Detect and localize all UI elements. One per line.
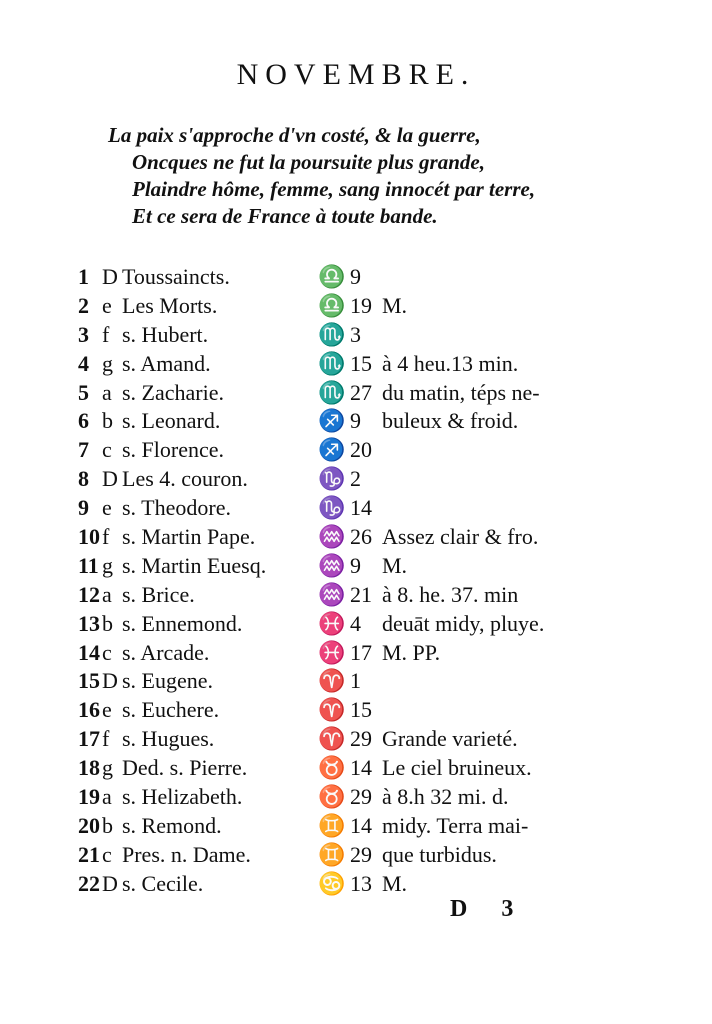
calendar-row bbox=[78, 465, 598, 494]
calendar-row bbox=[78, 783, 598, 812]
day-number: 12 bbox=[78, 581, 100, 607]
zodiac-degree: 14 bbox=[350, 812, 372, 838]
weather-note: Grande varieté. bbox=[382, 726, 518, 752]
saint-name: s. Theodore. bbox=[122, 495, 231, 521]
calendar-row bbox=[78, 494, 598, 523]
day-number: 10 bbox=[78, 524, 100, 550]
zodiac-sign: ♎ bbox=[318, 264, 346, 289]
calendar-row bbox=[78, 754, 598, 783]
day-number: 20 bbox=[78, 812, 100, 838]
dominical-letter: g bbox=[102, 350, 113, 376]
verse-line: Plaindre hôme, femme, sang innocét par terre, bbox=[132, 177, 536, 201]
verse-line: La paix s'approche d'vn costé, & la guerre, bbox=[108, 123, 481, 147]
calendar-row bbox=[78, 696, 598, 725]
zodiac-degree: 1 bbox=[350, 668, 361, 694]
saint-name: Les Morts. bbox=[122, 292, 218, 318]
weather-note: à 4 heu.13 min. bbox=[382, 350, 519, 376]
zodiac-sign: ♓ bbox=[318, 639, 346, 665]
day-number: 19 bbox=[78, 784, 100, 810]
zodiac-sign: ♒ bbox=[318, 552, 346, 578]
zodiac-sign: ♊ bbox=[318, 812, 346, 838]
dominical-letter: e bbox=[102, 697, 112, 723]
day-number: 3 bbox=[78, 321, 89, 347]
weather-note: du matin, téps ne- bbox=[382, 379, 540, 405]
verse-block bbox=[108, 122, 628, 230]
dominical-letter: c bbox=[102, 437, 112, 463]
calendar-row bbox=[78, 667, 598, 696]
calendar-row bbox=[78, 725, 598, 754]
dominical-letter: D bbox=[102, 870, 118, 896]
saint-name: s. Euchere. bbox=[122, 697, 220, 723]
zodiac-degree: 19 bbox=[350, 292, 372, 318]
weather-note: à 8. he. 37. min bbox=[382, 581, 519, 607]
calendar-row bbox=[78, 870, 598, 899]
weather-note: à 8.h 32 mi. d. bbox=[382, 784, 509, 810]
weather-note: M. PP. bbox=[382, 639, 441, 665]
weather-note: M. bbox=[382, 870, 408, 896]
zodiac-degree: 4 bbox=[350, 610, 361, 636]
zodiac-degree: 15 bbox=[350, 350, 372, 376]
calendar-row bbox=[78, 350, 598, 379]
calendar-row bbox=[78, 610, 598, 639]
day-number: 21 bbox=[78, 841, 100, 867]
zodiac-degree: 14 bbox=[350, 495, 372, 521]
weather-note: M. bbox=[382, 292, 408, 318]
dominical-letter: a bbox=[102, 581, 112, 607]
dominical-letter: c bbox=[102, 841, 112, 867]
zodiac-degree: 26 bbox=[350, 524, 372, 550]
zodiac-degree: 17 bbox=[350, 639, 372, 665]
day-number: 14 bbox=[78, 639, 100, 665]
saint-name: s. Ennemond. bbox=[122, 610, 243, 636]
zodiac-degree: 15 bbox=[350, 697, 372, 723]
saint-name: s. Florence. bbox=[122, 437, 225, 463]
day-number: 9 bbox=[78, 495, 89, 521]
saint-name: s. Arcade. bbox=[122, 639, 210, 665]
dominical-letter: f bbox=[102, 524, 110, 550]
calendar-row bbox=[78, 639, 598, 668]
calendar-row bbox=[78, 523, 598, 552]
day-number: 2 bbox=[78, 292, 89, 318]
zodiac-sign: ♈ bbox=[318, 668, 346, 694]
saint-name: s. Zacharie. bbox=[122, 379, 224, 405]
day-number: 11 bbox=[78, 552, 99, 578]
zodiac-degree: 29 bbox=[350, 841, 372, 867]
dominical-letter: g bbox=[102, 552, 113, 578]
zodiac-degree: 20 bbox=[350, 437, 372, 463]
zodiac-sign: ♉ bbox=[318, 755, 346, 781]
day-number: 5 bbox=[78, 379, 89, 405]
weather-note: midy. Terra mai- bbox=[382, 812, 529, 838]
day-number: 13 bbox=[78, 610, 100, 636]
calendar-row bbox=[78, 379, 598, 408]
zodiac-degree: 9 bbox=[350, 408, 361, 434]
saint-name: s. Hubert. bbox=[122, 321, 209, 347]
zodiac-degree: 2 bbox=[350, 466, 361, 492]
saint-name: s. Eugene. bbox=[122, 668, 214, 694]
saint-name: s. Brice. bbox=[122, 581, 195, 607]
saint-name: s. Martin Euesq. bbox=[122, 552, 267, 578]
zodiac-degree: 3 bbox=[350, 321, 361, 347]
zodiac-sign: ♊ bbox=[318, 841, 346, 867]
dominical-letter: D bbox=[102, 668, 118, 694]
dominical-letter: e bbox=[102, 495, 112, 521]
dominical-letter: D bbox=[102, 466, 118, 492]
weather-note: buleux & froid. bbox=[382, 408, 519, 434]
saint-name: s. Martin Pape. bbox=[122, 524, 256, 550]
zodiac-degree: 13 bbox=[350, 870, 372, 896]
day-number: 8 bbox=[78, 466, 89, 492]
saint-name: Toussaincts. bbox=[122, 264, 230, 289]
calendar-row bbox=[78, 321, 598, 350]
zodiac-sign: ♉ bbox=[318, 784, 346, 810]
calendar-row bbox=[78, 552, 598, 581]
calendar-row bbox=[78, 407, 598, 436]
zodiac-sign: ♒ bbox=[318, 524, 346, 550]
zodiac-degree: 9 bbox=[350, 264, 361, 289]
dominical-letter: b bbox=[102, 610, 113, 636]
zodiac-degree: 14 bbox=[350, 755, 372, 781]
dominical-letter: f bbox=[102, 726, 110, 752]
dominical-letter: a bbox=[102, 784, 112, 810]
day-number: 18 bbox=[78, 755, 100, 781]
zodiac-sign: ♏ bbox=[318, 350, 346, 376]
dominical-letter: b bbox=[102, 812, 113, 838]
saint-name: s. Remond. bbox=[122, 812, 222, 838]
dominical-letter: b bbox=[102, 408, 113, 434]
zodiac-degree: 9 bbox=[350, 552, 361, 578]
zodiac-sign: ♈ bbox=[318, 726, 346, 752]
page-signature: D 3 bbox=[450, 896, 528, 922]
weather-note: que turbidus. bbox=[382, 841, 497, 867]
calendar-row bbox=[78, 812, 598, 841]
dominical-letter: f bbox=[102, 321, 110, 347]
day-number: 4 bbox=[78, 350, 89, 376]
calendar-row bbox=[78, 841, 598, 870]
saint-name: Ded. s. Pierre. bbox=[122, 755, 248, 781]
zodiac-sign: ♐ bbox=[318, 408, 346, 434]
zodiac-degree: 29 bbox=[350, 726, 372, 752]
verse-line: Et ce sera de France à toute bande. bbox=[132, 204, 438, 228]
verse-line: Oncques ne fut la poursuite plus grande, bbox=[132, 150, 485, 174]
zodiac-degree: 29 bbox=[350, 784, 372, 810]
day-number: 1 bbox=[78, 264, 89, 289]
zodiac-sign: ♒ bbox=[318, 581, 346, 607]
page-title: NOVEMBRE. bbox=[236, 58, 476, 91]
zodiac-sign: ♏ bbox=[318, 379, 346, 405]
dominical-letter: a bbox=[102, 379, 112, 405]
calendar-table bbox=[78, 263, 598, 899]
zodiac-sign: ♈ bbox=[318, 697, 346, 723]
calendar-row bbox=[78, 263, 598, 292]
calendar-row bbox=[78, 581, 598, 610]
saint-name: s. Leonard. bbox=[122, 408, 221, 434]
zodiac-degree: 27 bbox=[350, 379, 372, 405]
calendar-row bbox=[78, 292, 598, 321]
zodiac-sign: ♏ bbox=[318, 321, 346, 347]
zodiac-sign: ♐ bbox=[318, 437, 346, 463]
zodiac-sign: ♑ bbox=[318, 495, 346, 521]
weather-note: M. bbox=[382, 552, 408, 578]
zodiac-sign: ♋ bbox=[318, 870, 346, 896]
day-number: 17 bbox=[78, 726, 100, 752]
weather-note: Le ciel bruineux. bbox=[382, 755, 532, 781]
zodiac-sign: ♎ bbox=[318, 292, 346, 318]
saint-name: Pres. n. Dame. bbox=[122, 841, 251, 867]
day-number: 6 bbox=[78, 408, 89, 434]
dominical-letter: e bbox=[102, 292, 112, 318]
zodiac-sign: ♓ bbox=[318, 610, 346, 636]
zodiac-sign: ♑ bbox=[318, 466, 346, 492]
dominical-letter: c bbox=[102, 639, 112, 665]
saint-name: s. Hugues. bbox=[122, 726, 215, 752]
zodiac-degree: 21 bbox=[350, 581, 372, 607]
day-number: 22 bbox=[78, 870, 100, 896]
saint-name: s. Helizabeth. bbox=[122, 784, 243, 810]
weather-note: Assez clair & fro. bbox=[382, 524, 539, 550]
saint-name: Les 4. couron. bbox=[122, 466, 248, 492]
day-number: 15 bbox=[78, 668, 100, 694]
dominical-letter: g bbox=[102, 755, 113, 781]
calendar-row bbox=[78, 436, 598, 465]
dominical-letter: D bbox=[102, 264, 118, 289]
saint-name: s. Cecile. bbox=[122, 870, 204, 896]
weather-note: deuāt midy, pluye. bbox=[382, 610, 545, 636]
day-number: 7 bbox=[78, 437, 89, 463]
saint-name: s. Amand. bbox=[122, 350, 211, 376]
day-number: 16 bbox=[78, 697, 100, 723]
